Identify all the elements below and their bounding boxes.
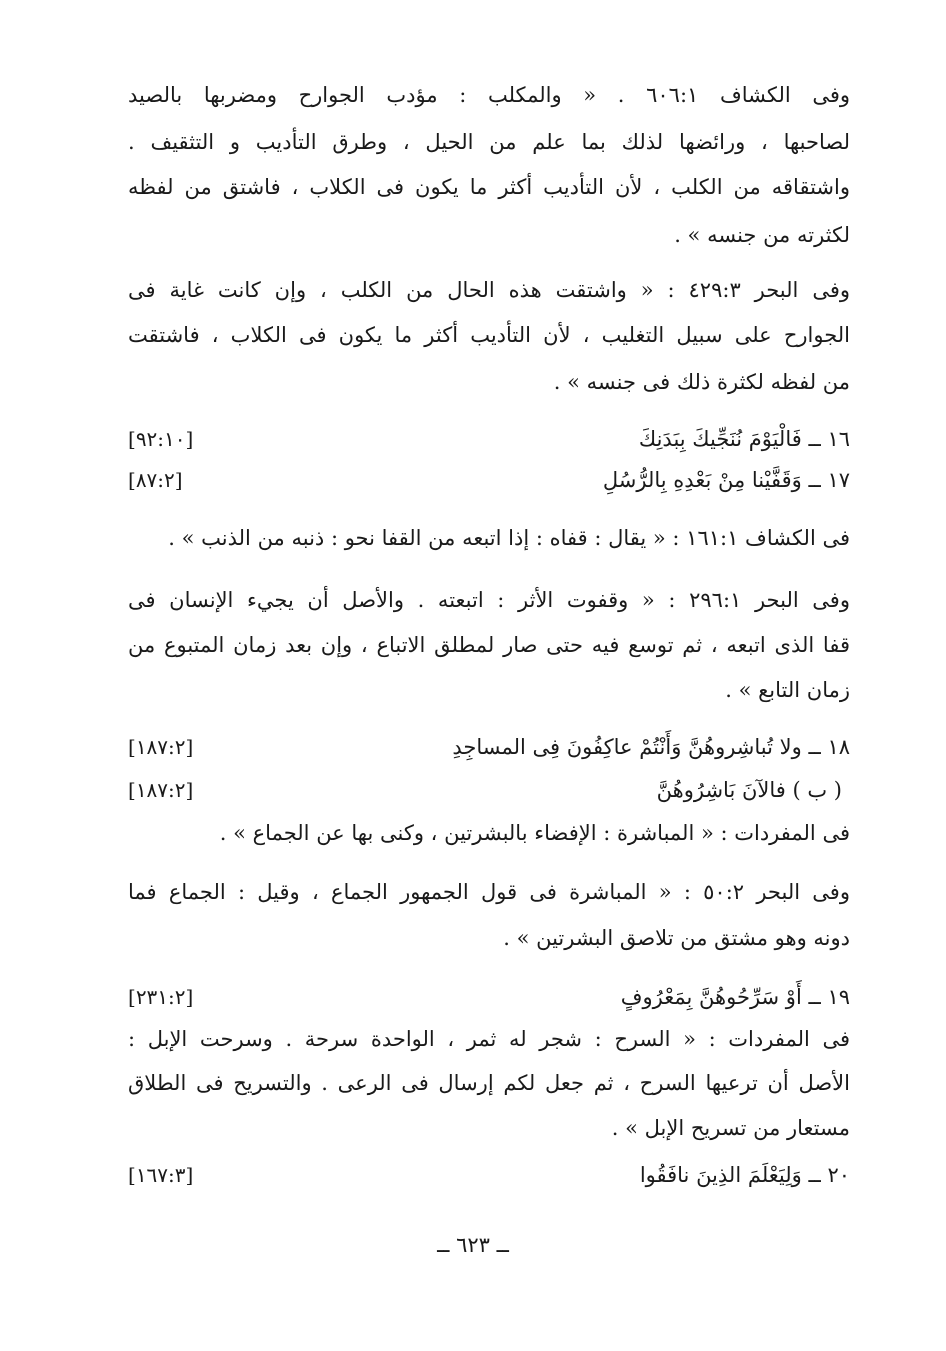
text-line: الأصل أن ترعيها السرح ، ثم جعل لكم إرسال فى الرعى . والتسريح فى الطلاق [128,1071,850,1095]
text-line: واشتقاقه من الكلب ، لأن التأديب أكثر ما يكون فى الكلاب ، فاشتق من لفظه [128,175,850,199]
text-line: فى الكشاف ١٦١:١ : « يقال : قفاه : إذا اتبعه من القفا نحو : ذنبه من الذنب » . [168,526,850,550]
verse-reference: [١٦٧:٣] [128,1163,194,1187]
verse-reference: [٢٣١:٢] [128,985,194,1009]
verse-line-20 [128,1158,850,1192]
verse-text: ١٧ ــ وَقَفَّيْنا مِنْ بَعْدِهِ بِالرُّسُلِ [602,468,850,492]
verse-reference: [٨٧:٢] [128,468,183,492]
text-line: وفى البحر ٥٠:٢ : « المباشرة فى قول الجمهور الجماع ، وقيل : الجماع فما [128,880,850,904]
verse-text: ٢٠ ــ وَلِيَعْلَمَ الذِينَ نافَقُوا [639,1163,850,1187]
verse-reference: [٩٢:١٠] [128,427,194,451]
verse-line-18b [128,773,850,807]
text-line: فى المفردات : « المباشرة : الإفضاء بالبشرتين ، وكنى بها عن الجماع » . [219,821,850,845]
text-line: فى المفردات : « السرح : شجر له ثمر ، الواحدة سرحة . وسرحت الإبل : [128,1027,850,1051]
verse-text: ١٨ ــ ولا تُباشِروهُنَّ وَأَنْتُمْ عاكِفُونَ فِى المساجِدِ [452,735,850,759]
verse-line-18 [128,730,850,764]
text-line: وفى البحر ٤٢٩:٣ : « واشتقت هذه الحال من الكلب ، وإن كانت غاية فى [128,278,850,302]
text-line: لصاحبها ، ورائضها لذلك بما علم من الحيل ، وطرق التأديب و التثقيف . [128,130,850,154]
text-line: وفى البحر ٢٩٦:١ : « وقفوت الأثر : اتبعته . والأصل أن يجيء الإنسان فى [128,588,850,612]
verse-reference: [١٨٧:٢] [128,735,194,759]
text-line: لكثرته من جنسه » . [674,223,850,247]
text-line: زمان التابع » . [725,678,850,702]
text-line: الجوارح على سبيل التغليب ، لأن التأديب أكثر ما يكون فى الكلاب ، فاشتقت [128,323,850,347]
verse-text: ١٦ ــ فَالْيَوْمَ نُنَجِّيكَ بِبَدَنِكَ [638,427,850,451]
text-line: وفى الكشاف ٦٠٦:١ . « والمكلب : مؤدب الجوارح ومضربها بالصيد [128,83,850,107]
text-line: مستعار من تسريح الإبل » . [611,1116,850,1140]
verse-text: ١٩ ــ أَوْ سَرِّحُوهُنَّ بِمَعْرُوفٍ [620,985,850,1009]
verse-line-16 [128,422,850,456]
verse-reference: [١٨٧:٢] [128,778,194,802]
verse-line-17 [128,463,850,497]
verse-text: ( ب ) فالآنَ بَاشِرُوهُنَّ [656,778,842,802]
text-line: قفا الذى اتبعه ، ثم توسع فيه حتى صار لمطلق الاتباع ، وإن بعد زمان المتبوع من [128,633,850,657]
verse-line-19 [128,980,850,1014]
text-line: من لفظه لكثرة ذلك فى جنسه » . [553,370,850,394]
page-number: ــ ٦٢٣ ــ [437,1233,509,1257]
text-line: دونه وهو مشتق من تلاصق البشرتين » . [503,926,850,950]
